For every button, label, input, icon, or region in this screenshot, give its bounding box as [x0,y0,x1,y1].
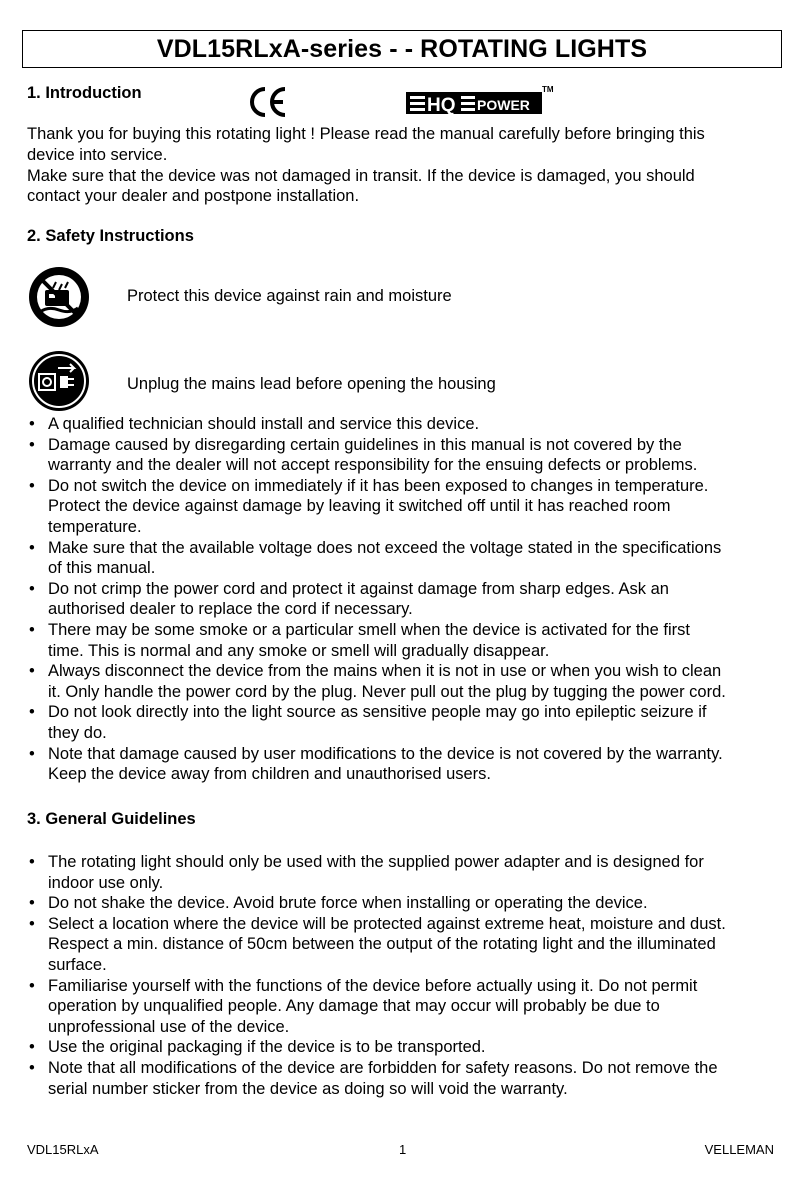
list-item: • Damage caused by disregarding certain guidelines in this manual is not covered by the warranty and the dealer will not accept responsibility for the ensuing defects or problems. [27,435,787,476]
intro-line: device into service. [27,145,168,164]
general-bullet-list [27,852,787,1099]
hq-power-logo [405,84,555,118]
general-heading: 3. General Guidelines [27,810,196,828]
intro-line: Make sure that the device was not damaged in transit. If the device is damaged, you should [27,166,695,185]
footer-brand: VELLEMAN [704,1142,774,1157]
footer-page-number: 1 [399,1142,407,1157]
title-box [22,30,782,68]
list-item: • Do not crimp the power cord and protect it against damage from sharp edges. Ask an authorised dealer to replace the cord if necessary. [27,579,787,620]
list-item: • There may be some smoke or a particular smell when the device is activated for the first time. This is normal and any smoke or smell will gradually disappear. [27,620,787,661]
ce-mark-logo [247,84,289,120]
safety-bullet-list [27,414,787,785]
list-item: • Note that damage caused by user modifications to the device is not covered by the warranty. Keep the device away from children and unauthorised users. [27,744,787,785]
list-item: • Select a location where the device will be protected against extreme heat, moisture and dust. Respect a min. distance of 50cm between the output of the rotating light and the illuminated surface. [27,914,787,976]
safety-heading: 2. Safety Instructions [27,227,194,245]
intro-paragraph [27,124,787,207]
list-item: • Do not look directly into the light source as sensitive people may go into epileptic seizure if they do. [27,702,787,743]
list-item: • A qualified technician should install and service this device. [27,414,787,435]
svg-text:HQ: HQ [427,95,456,116]
list-item: • Note that all modifications of the device are forbidden for safety reasons. Do not remove the serial number sticker from the device as doing so will void the warranty. [27,1058,787,1099]
svg-text:POWER: POWER [477,97,530,113]
rain-moisture-warning-icon [28,266,90,328]
svg-text:TM: TM [542,85,554,94]
list-item: • Always disconnect the device from the mains when it is not in use or when you wish to clean it. Only handle the power cord by the plug. Never pull out the plug by tugging the power cord. [27,661,787,702]
intro-line: Thank you for buying this rotating light ! Please read the manual carefully before bringing this [27,125,705,143]
document-title: VDL15RLxA-series - - ROTATING LIGHTS [156,34,648,63]
intro-heading: 1. Introduction [27,84,142,102]
unplug-mains-icon [28,350,90,412]
list-item: • Do not switch the device on immediately if it has been exposed to changes in temperature. Protect the device against damage by leaving it switched off until it has reached room temperature. [27,476,787,538]
rain-moisture-text: Protect this device against rain and moisture [127,287,452,305]
list-item: • Do not shake the device. Avoid brute force when installing or operating the device. [27,893,787,914]
list-item: • Familiarise yourself with the functions of the device before actually using it. Do not permit operation by unqualified people. Any damage that may occur will probably be due to unprofessional use of the device. [27,976,787,1038]
unplug-mains-text: Unplug the mains lead before opening the housing [127,375,496,393]
list-item: • Make sure that the available voltage does not exceed the voltage stated in the specifications of this manual. [27,538,787,579]
list-item: • The rotating light should only be used with the supplied power adapter and is designed for indoor use only. [27,852,787,893]
list-item: • Use the original packaging if the device is to be transported. [27,1037,787,1058]
intro-line: contact your dealer and postpone installation. [27,187,360,206]
footer-model: VDL15RLxA [27,1142,99,1157]
